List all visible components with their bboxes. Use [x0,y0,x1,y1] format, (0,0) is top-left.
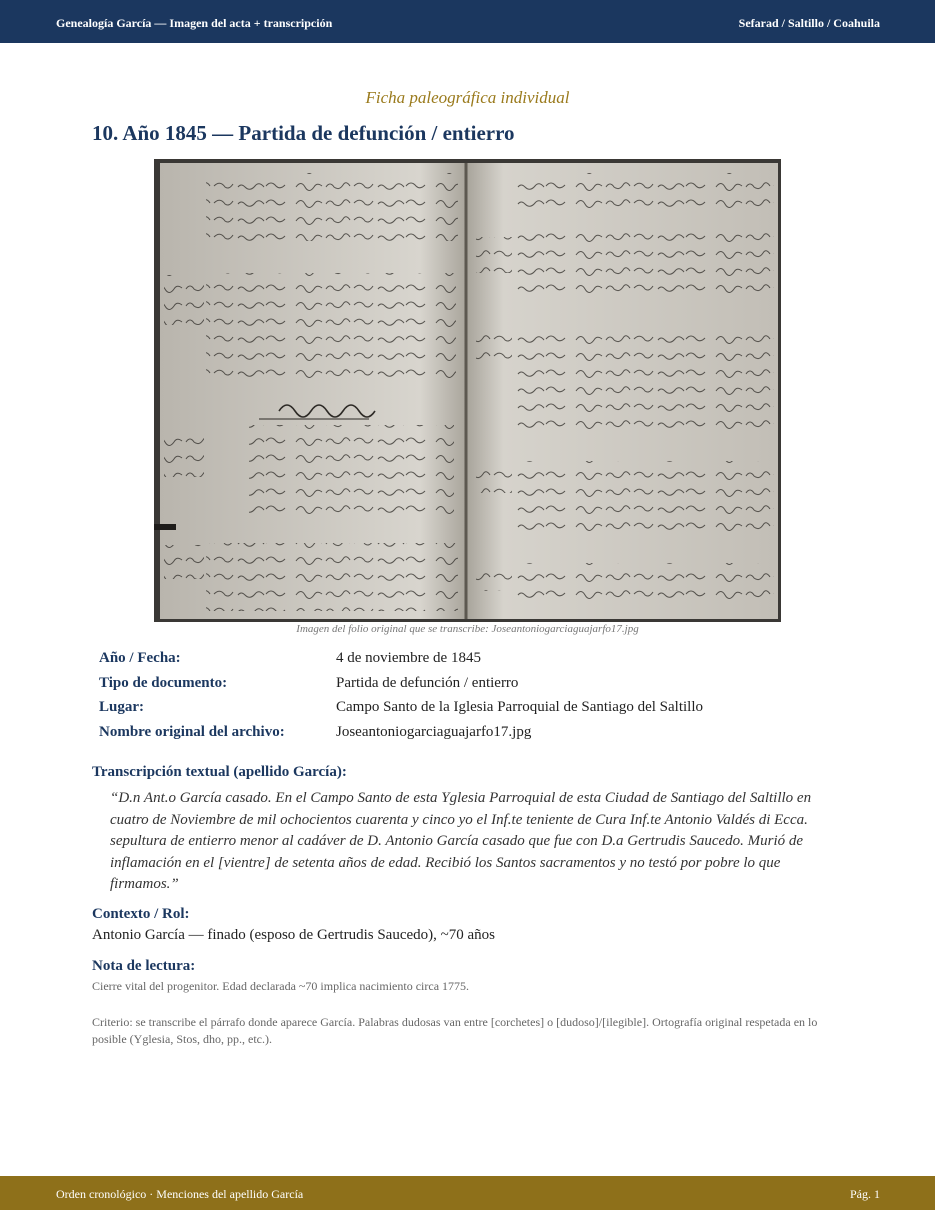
page-title: 10. Año 1845 — Partida de defunción / entierro [92,121,515,145]
footer-bar [0,1176,935,1210]
context-text: Antonio García — finado (esposo de Gertrudis Saucedo), ~70 años [92,927,496,943]
transcription-criteria: Criterio: se transcribe el párrafo donde aparece García. Palabras dudosas van entre [corchetes] o [dudoso]/[ilegible]. Ortografía original respetada en lo posible (Yglesia, Stos, dho, pp., etc.). [92,1015,818,1046]
meta-value: 4 de noviembre de 1845 [336,650,481,666]
transcription-quote: “D.n Ant.o García casado. En el Campo Santo de esta Yglesia Parroquial de esta Ciudad de Santiago del Saltillo en cuatro de Noviembre de mil ochocientos cuarenta y cinco yo el Inf.te teniente de Cura Inf.te Antonio Valdés di Ecca. sepultura de entierro menor al cadáver de D. Antonio García casado que fue con D.a Gertrudis Saucedo. Murió de inflamación en el [vientre] de setenta años de edad. Recibió los Santos sacramentos y no testó por pobre lo que firmamos.” [110,790,812,892]
header-locations: Sefarad / Saltillo / Coahuila [738,16,880,30]
meta-label: Nombre original del archivo: [99,723,285,740]
image-caption: Imagen del folio original que se transcribe: Joseantoniogarciaguajarfo17.jpg [296,623,639,635]
page-number: Pág. 1 [850,1187,880,1201]
transcription-heading: Transcripción textual (apellido García): [92,764,347,780]
header-document-title: Genealogía García — Imagen del acta + transcripción [56,16,333,30]
meta-value: Campo Santo de la Iglesia Parroquial de Santiago del Saltillo [336,699,704,715]
top-header-bar [0,0,935,43]
folio-scan-image [154,159,781,622]
footer-section-label: Orden cronológico · Menciones del apellido García [56,1187,304,1201]
meta-label: Año / Fecha: [99,650,181,666]
meta-label: Lugar: [99,699,144,715]
reading-note-heading: Nota de lectura: [92,958,196,974]
context-heading: Contexto / Rol: [92,906,190,922]
meta-value: Joseantoniogarciaguajarfo17.jpg [336,723,532,740]
page-subtitle: Ficha paleográfica individual [365,88,570,107]
reading-note-text: Cierre vital del progenitor. Edad declarada ~70 implica nacimiento circa 1775. [92,979,470,993]
meta-value: Partida de defunción / entierro [336,674,519,691]
meta-label: Tipo de documento: [99,674,228,691]
